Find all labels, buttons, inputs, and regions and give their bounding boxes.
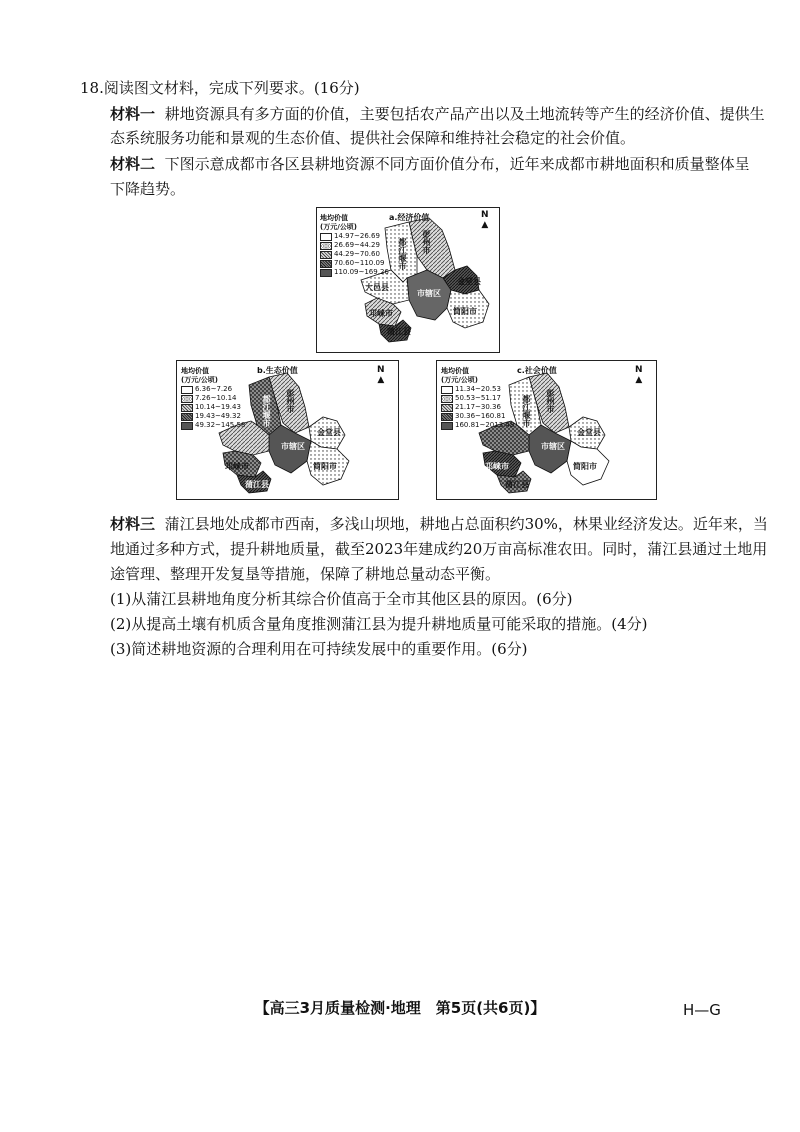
legend-range: 19.43~49.32 — [195, 412, 241, 420]
legend-row — [181, 412, 245, 421]
north-label: N — [377, 365, 385, 375]
sub-question-1: (1)从蒲江县耕地角度分析其综合价值高于全市其他区县的原因。(6分) — [110, 590, 573, 608]
label-shixiaqu: 市辖区 — [541, 442, 565, 451]
legend-range: 21.17~30.36 — [455, 403, 501, 411]
label-jintang: 金堂县 — [317, 428, 341, 437]
legend-range: 110.09~169.26 — [334, 268, 389, 276]
map-b-title: b.生态价值 — [257, 366, 298, 375]
legend-row — [441, 394, 514, 403]
material-3-label: 材料三 — [110, 515, 156, 533]
map-a-title: a.经济价值 — [389, 213, 430, 222]
paper-code: H—G — [683, 1001, 721, 1019]
label-pengzhou: 彭州市 — [546, 389, 555, 413]
label-dujiangyan: 都江堰市 — [522, 395, 531, 427]
legend-row — [320, 241, 389, 250]
map-social-value — [436, 360, 657, 500]
legend-row — [320, 259, 389, 268]
north-label: N — [635, 365, 643, 375]
label-jintang: 金堂县 — [457, 277, 481, 286]
legend-range: 160.81~2013.48 — [455, 421, 515, 429]
legend-range: 6.36~7.26 — [195, 385, 233, 393]
map-c-north-arrow — [635, 365, 643, 385]
material-2-text-1: 下图示意成都市各区县耕地资源不同方面价值分布，近年来成都市耕地面积和质量整体呈 — [164, 155, 750, 173]
legend-row — [181, 394, 245, 403]
material-3-line-1 — [110, 514, 768, 534]
sub-question-2: (2)从提高土壤有机质含量角度推测蒲江县为提升耕地质量可能采取的措施。(4分) — [110, 615, 648, 633]
map-c-title: c.社会价值 — [517, 366, 557, 375]
label-dujiangyan: 都江堰市 — [398, 238, 407, 270]
label-pujiang: 蒲江县 — [245, 480, 269, 489]
label-dujiangyan: 都江堰市 — [262, 395, 271, 427]
legend-row — [441, 412, 514, 421]
label-pengzhou: 彭州市 — [286, 389, 295, 413]
map-economic-value — [316, 207, 500, 353]
legend-range: 11.34~20.53 — [455, 385, 501, 393]
material-2-label: 材料二 — [110, 155, 156, 173]
legend-title: 地均价值 — [181, 367, 209, 375]
legend-title: 地均价值 — [441, 367, 469, 375]
label-pengzhou: 彭州市 — [422, 230, 431, 254]
material-1-label: 材料一 — [110, 105, 156, 123]
page-footer: 【高三3月质量检测·地理 第5页(共6页)】 — [254, 999, 546, 1017]
legend-range: 26.69~44.29 — [334, 241, 380, 249]
legend-row — [320, 232, 389, 241]
question-heading: 18.阅读图文材料，完成下列要求。(16分) — [80, 79, 360, 97]
label-qionglai: 邛崃市 — [485, 462, 509, 471]
legend-row — [441, 385, 514, 394]
legend-range: 44.29~70.60 — [334, 250, 380, 258]
map-c-legend — [441, 367, 514, 430]
label-qionglai: 邛崃市 — [225, 462, 249, 471]
legend-range: 10.14~19.43 — [195, 403, 241, 411]
legend-title: 地均价值 — [320, 214, 348, 222]
legend-row — [320, 268, 389, 277]
north-icon: ▲ — [481, 220, 489, 230]
legend-row — [441, 421, 514, 430]
label-shixiaqu: 市辖区 — [417, 289, 441, 298]
material-1-line-1 — [110, 104, 765, 124]
legend-row — [181, 421, 245, 430]
material-1-line-2: 态系统服务功能和景观的生态价值、提供社会保障和维持社会稳定的社会价值。 — [110, 129, 636, 147]
sub-question-3: (3)简述耕地资源的合理利用在可持续发展中的重要作用。(6分) — [110, 640, 528, 658]
north-label: N — [481, 210, 489, 220]
legend-row — [441, 403, 514, 412]
material-3-text-1: 蒲江县地处成都市西南，多浅山坝地，耕地占总面积约30%，林果业经济发达。近年来，当 — [164, 515, 768, 533]
material-3-line-2: 地通过多种方式，提升耕地质量，截至2023年建成约20万亩高标准农田。同时，蒲江县通过土地用 — [110, 540, 768, 558]
label-jianyang: 简阳市 — [313, 462, 337, 471]
material-1-text-1: 耕地资源具有多方面的价值，主要包括农产品产出以及土地流转等产生的经济价值、提供生 — [164, 105, 765, 123]
legend-range: 70.60~110.09 — [334, 259, 385, 267]
north-icon: ▲ — [377, 375, 385, 385]
map-a-legend — [320, 214, 389, 277]
label-jianyang: 简阳市 — [453, 307, 477, 316]
legend-unit: (万元/公顷) — [441, 376, 478, 384]
label-pujiang: 蒲江县 — [505, 480, 529, 489]
label-dayi: 大邑县 — [365, 283, 389, 292]
legend-range: 49.32~145.58 — [195, 421, 246, 429]
label-qionglai: 邛崃市 — [369, 309, 393, 318]
legend-unit: (万元/公顷) — [320, 223, 357, 231]
material-2-line-2: 下降趋势。 — [110, 180, 186, 198]
legend-range: 14.97~26.69 — [334, 232, 380, 240]
legend-unit: (万元/公顷) — [181, 376, 218, 384]
legend-row — [320, 250, 389, 259]
map-b-north-arrow — [377, 365, 385, 385]
label-pujiang: 蒲江县 — [387, 327, 411, 336]
map-b-legend — [181, 367, 245, 430]
label-jianyang: 简阳市 — [573, 462, 597, 471]
label-shixiaqu: 市辖区 — [281, 442, 305, 451]
legend-row — [181, 403, 245, 412]
legend-row — [181, 385, 245, 394]
map-a-north-arrow — [481, 210, 489, 230]
map-ecological-value — [176, 360, 399, 500]
label-jintang: 金堂县 — [577, 428, 601, 437]
north-icon: ▲ — [635, 375, 643, 385]
legend-range: 50.53~51.17 — [455, 394, 501, 402]
material-2-line-1 — [110, 154, 750, 174]
legend-range: 7.26~10.14 — [195, 394, 237, 402]
legend-range: 30.36~160.81 — [455, 412, 506, 420]
material-3-line-3: 途管理、整理开发复垦等措施，保障了耕地总量动态平衡。 — [110, 565, 501, 583]
